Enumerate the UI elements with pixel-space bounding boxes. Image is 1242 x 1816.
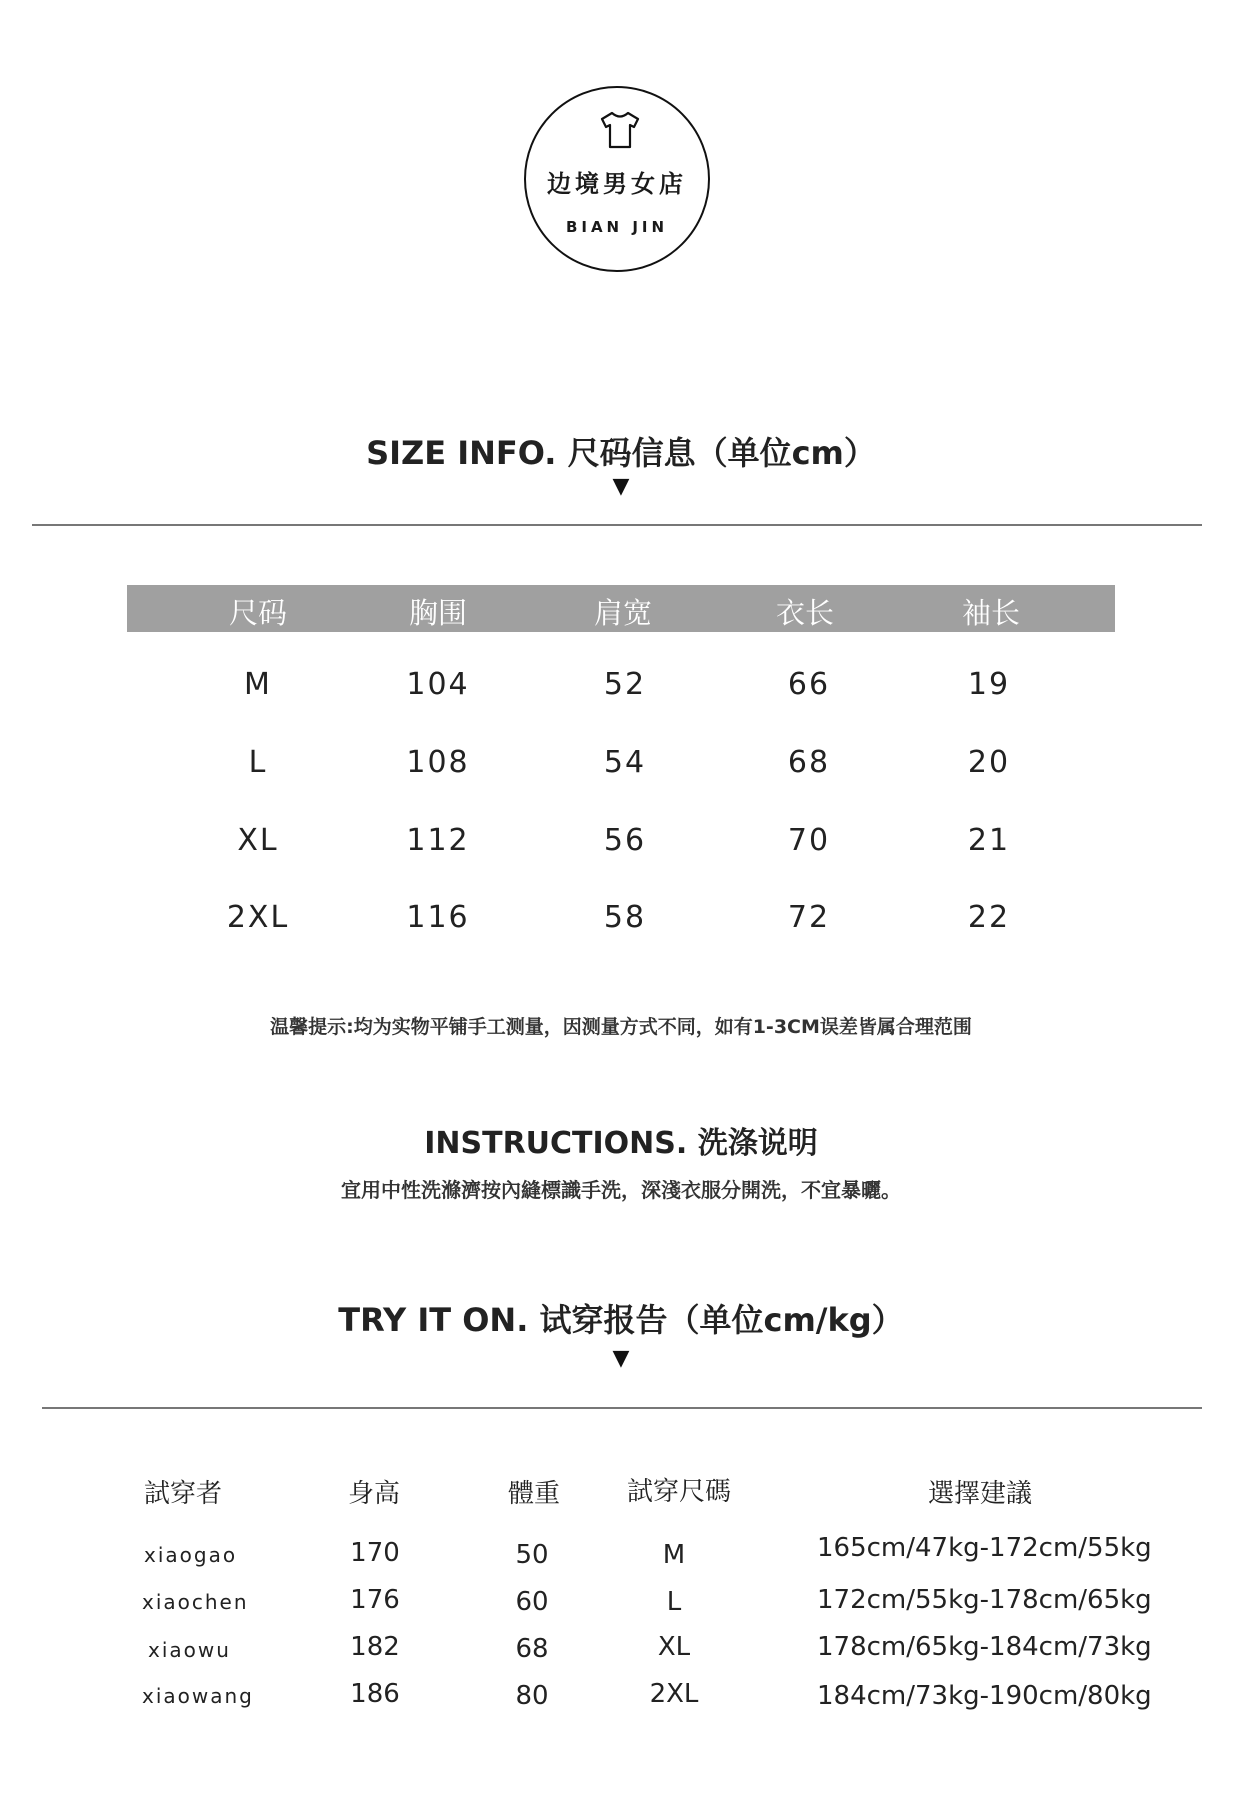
size-cell: 72 xyxy=(787,900,831,935)
tryon-height: 182 xyxy=(350,1632,400,1662)
tryon-recommendation: 184cm/73kg-190cm/80kg xyxy=(817,1681,1152,1711)
instructions-title: INSTRUCTIONS. 洗涤说明 xyxy=(424,1126,818,1161)
size-cell: 116 xyxy=(406,900,470,935)
size-cell: 22 xyxy=(967,900,1011,935)
section-divider xyxy=(42,1407,1202,1409)
size-cell: 21 xyxy=(967,823,1011,858)
tryon-size: 2XL xyxy=(649,1679,699,1709)
size-header-cell: 尺码 xyxy=(228,596,287,630)
brand-name-cn: 边境男女店 xyxy=(547,170,687,198)
tryon-header-cell: 體重 xyxy=(507,1479,560,1509)
tryon-weight: 68 xyxy=(515,1634,549,1664)
tryon-size: M xyxy=(662,1540,686,1570)
tryon-height: 176 xyxy=(350,1585,400,1615)
measurement-note: 温馨提示:均为实物平铺手工测量，因测量方式不同，如有1-3CM误差皆属合理范围 xyxy=(270,1016,972,1038)
section-divider xyxy=(32,524,1202,526)
tryon-person: xiaogao xyxy=(144,1543,238,1567)
size-cell: L xyxy=(248,745,268,780)
size-info-title: SIZE INFO. 尺码信息（单位cm） xyxy=(366,434,876,472)
size-cell: 104 xyxy=(406,667,470,702)
instructions-text: 宜用中性洗滌濟按內縫標識手洗，深淺衣服分開洗，不宜暴曬。 xyxy=(341,1178,901,1202)
size-cell: 56 xyxy=(603,823,647,858)
tryon-header-cell: 選擇建議 xyxy=(927,1479,1032,1509)
size-cell: 52 xyxy=(603,667,647,702)
tryon-title: TRY IT ON. 试穿报告（单位cm/kg） xyxy=(338,1301,904,1339)
size-table-header xyxy=(127,585,1115,632)
tryon-weight: 80 xyxy=(515,1681,549,1711)
size-header-cell: 胸围 xyxy=(408,596,467,630)
size-cell: 112 xyxy=(406,823,470,858)
size-header-cell: 袖长 xyxy=(961,596,1020,630)
size-cell: 70 xyxy=(787,823,831,858)
tryon-person: xiaochen xyxy=(142,1590,249,1614)
tryon-recommendation: 178cm/65kg-184cm/73kg xyxy=(817,1632,1152,1662)
size-down-arrow-icon: ▼ xyxy=(612,474,630,499)
brand-logo xyxy=(524,86,710,272)
tryon-down-arrow-icon: ▼ xyxy=(612,1346,630,1371)
tryon-weight: 60 xyxy=(515,1587,549,1617)
tryon-recommendation: 165cm/47kg-172cm/55kg xyxy=(817,1533,1152,1563)
size-cell: 20 xyxy=(967,745,1011,780)
size-cell: 108 xyxy=(406,745,470,780)
tryon-person: xiaowu xyxy=(148,1638,231,1662)
brand-name-en: BIAN JIN xyxy=(565,218,669,236)
tshirt-icon xyxy=(598,110,642,150)
tryon-header-cell: 身高 xyxy=(347,1479,400,1509)
size-cell: 54 xyxy=(603,745,647,780)
size-cell: 58 xyxy=(603,900,647,935)
size-header-cell: 衣长 xyxy=(775,596,834,630)
size-cell: 66 xyxy=(787,667,831,702)
tryon-weight: 50 xyxy=(515,1540,549,1570)
tryon-height: 170 xyxy=(350,1538,400,1568)
size-cell: 68 xyxy=(787,745,831,780)
tryon-size: L xyxy=(666,1587,682,1617)
tryon-size: XL xyxy=(657,1632,691,1662)
size-header-cell: 肩宽 xyxy=(593,596,652,630)
tryon-header-cell: 試穿者 xyxy=(144,1479,223,1509)
tryon-header-cell: 試穿尺碼 xyxy=(626,1477,731,1507)
tryon-height: 186 xyxy=(350,1679,400,1709)
size-cell: XL xyxy=(237,823,279,858)
tryon-person: xiaowang xyxy=(142,1684,254,1708)
tryon-recommendation: 172cm/55kg-178cm/65kg xyxy=(817,1585,1152,1615)
size-cell: 19 xyxy=(967,667,1011,702)
size-cell: 2XL xyxy=(226,900,290,935)
size-cell: M xyxy=(244,667,272,702)
